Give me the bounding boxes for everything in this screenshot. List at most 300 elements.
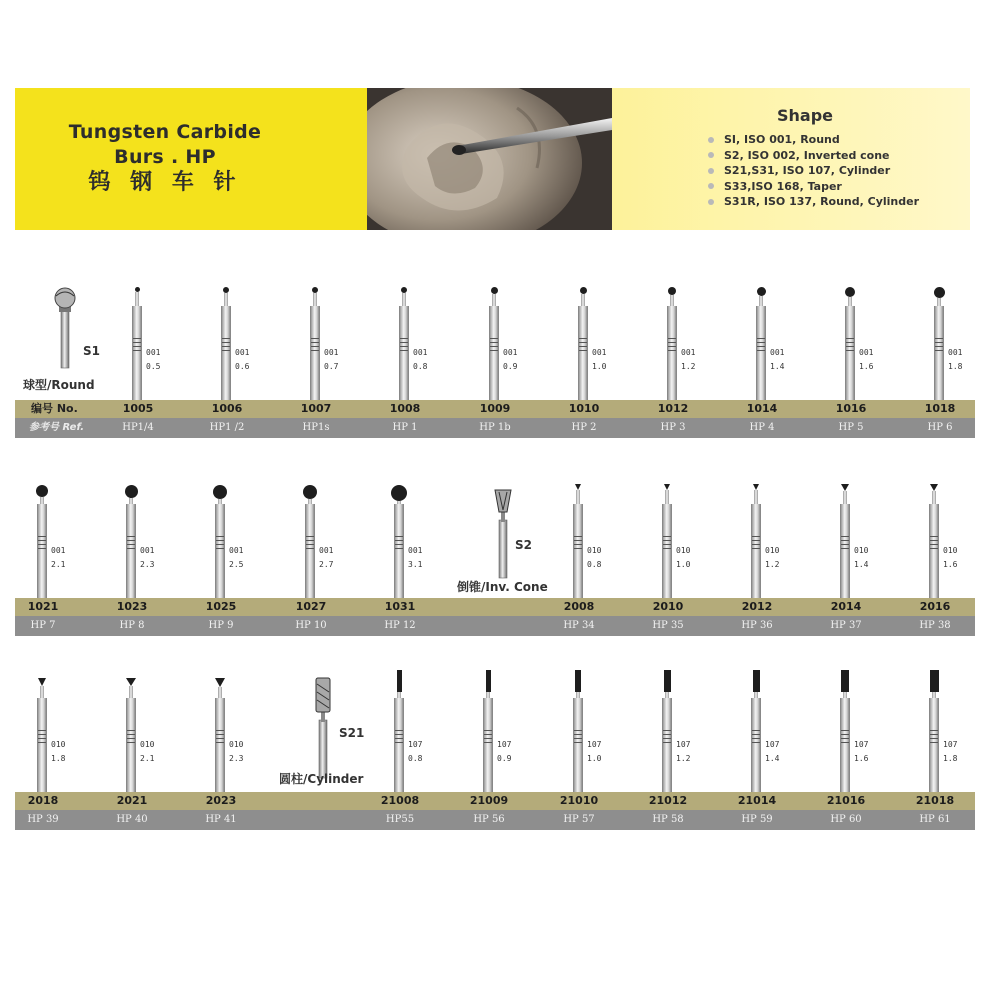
iso-code: 001: [408, 546, 423, 555]
shape-item: [708, 194, 919, 210]
bur-2023[interactable]: [201, 674, 244, 834]
bur-shank: [126, 698, 136, 792]
reference-number: HP 10: [295, 620, 327, 631]
bur-1012[interactable]: [653, 282, 696, 442]
bur-size: 2.1: [51, 560, 66, 569]
iso-code: 001: [146, 348, 161, 357]
shape-code-label: S21: [339, 726, 365, 740]
bur-neck: [848, 297, 852, 306]
product-number: 21008: [380, 794, 420, 807]
bur-shank: [934, 306, 944, 400]
number-header: 编号 No.: [31, 402, 78, 415]
bur-size: 0.8: [413, 362, 428, 371]
bur-shank: [126, 504, 136, 598]
reference-number: HP 4: [749, 422, 775, 433]
shank-grooves: [311, 338, 319, 354]
shape-item-text: SI, ISO 001, Round: [724, 133, 840, 147]
bur-size: 1.6: [943, 560, 958, 569]
product-number: 1012: [657, 402, 689, 415]
shank-grooves: [757, 338, 765, 354]
bur-spec-label: [681, 346, 695, 374]
reference-number: HP 9: [208, 620, 234, 631]
shank-grooves: [574, 536, 582, 552]
product-number: 2010: [652, 600, 684, 613]
bur-shank: [37, 698, 47, 792]
bur-head-round-icon: [125, 485, 138, 498]
reference-number: HP 5: [838, 422, 864, 433]
bur-shank: [132, 306, 142, 400]
iso-code: 107: [854, 740, 869, 749]
bur-neck: [843, 491, 847, 504]
bur-spec-label: [676, 544, 690, 572]
reference-number: HP 39: [27, 814, 59, 825]
iso-code: 010: [943, 546, 958, 555]
bur-spec-label: [146, 346, 160, 374]
bur-shank: [221, 306, 231, 400]
reference-number: HP 40: [116, 814, 148, 825]
shank-grooves: [395, 730, 403, 746]
shank-grooves: [38, 536, 46, 552]
shank-grooves: [841, 536, 849, 552]
reference-number: HP 59: [741, 814, 773, 825]
bur-row-inverted-cone: [15, 480, 975, 640]
shank-grooves: [930, 536, 938, 552]
bur-head-round-icon: [213, 485, 227, 499]
reference-number: HP 61: [919, 814, 951, 825]
bur-head-round-icon: [391, 485, 407, 501]
bur-shank: [215, 504, 225, 598]
iso-code: 001: [51, 546, 66, 555]
bur-size: 0.6: [235, 362, 250, 371]
shank-grooves: [222, 338, 230, 354]
bur-size: 2.7: [319, 560, 334, 569]
bur-spec-label: [587, 738, 601, 766]
iso-code: 107: [943, 740, 958, 749]
bur-head-cylinder-icon: [575, 670, 581, 692]
iso-code: 010: [587, 546, 602, 555]
iso-code: 001: [948, 348, 963, 357]
shape-item: [708, 148, 919, 164]
bur-head-inverted-cone-icon: [38, 678, 46, 686]
bur-shank: [756, 306, 766, 400]
bur-21018[interactable]: [915, 674, 958, 834]
bur-shank: [751, 504, 761, 598]
bur-shank: [662, 698, 672, 792]
tooth-photo: [367, 88, 612, 230]
bur-head-cylinder-icon: [664, 670, 671, 692]
reference-number: HP 38: [919, 620, 951, 631]
reference-header: 参考号 Ref.: [29, 422, 85, 433]
bur-neck: [313, 293, 317, 306]
bur-row-cylinder: [15, 674, 975, 834]
iso-code: 010: [854, 546, 869, 555]
shank-grooves: [752, 730, 760, 746]
shank-grooves: [216, 536, 224, 552]
bur-neck: [224, 293, 228, 306]
bur-size: 1.6: [854, 754, 869, 763]
iso-code: 001: [324, 348, 339, 357]
iso-code: 107: [408, 740, 423, 749]
product-number: 1016: [835, 402, 867, 415]
bur-spec-label: [770, 346, 784, 374]
reference-number: HP 12: [384, 620, 416, 631]
product-number: 1023: [116, 600, 148, 613]
bur-shank: [489, 306, 499, 400]
reference-number: HP1s: [302, 422, 330, 433]
shank-grooves: [752, 536, 760, 552]
bur-shank: [845, 306, 855, 400]
shank-grooves: [930, 730, 938, 746]
bur-shank: [662, 504, 672, 598]
bur-spec-label: [854, 738, 868, 766]
bur-1010[interactable]: [564, 282, 607, 442]
product-number: 1008: [389, 402, 421, 415]
feature-illustration-round: [15, 282, 135, 400]
bur-head-inverted-cone-icon: [215, 678, 225, 687]
product-number: 2008: [563, 600, 595, 613]
product-number: 1009: [479, 402, 511, 415]
shank-grooves: [579, 338, 587, 354]
bur-head-round-icon: [845, 287, 855, 297]
bur-head-cylinder-icon: [486, 670, 491, 692]
bur-spec-label: [324, 346, 338, 374]
bur-spec-label: [943, 738, 957, 766]
bur-shank: [840, 504, 850, 598]
reference-number: HP 8: [119, 620, 145, 631]
shape-item-text: S2, ISO 002, Inverted cone: [724, 148, 890, 162]
product-number: 2023: [205, 794, 237, 807]
product-number: 1014: [746, 402, 778, 415]
title-line-cn: 钨 钢 车 针: [88, 170, 242, 195]
bur-neck: [218, 687, 222, 698]
shank-grooves: [395, 536, 403, 552]
iso-code: 107: [676, 740, 691, 749]
bur-shank: [751, 698, 761, 792]
title-panel: [15, 88, 367, 230]
bur-shank: [578, 306, 588, 400]
bur-21008[interactable]: [380, 674, 423, 834]
iso-code: 001: [319, 546, 334, 555]
iso-code: 010: [51, 740, 66, 749]
shape-name-label: 球型/Round: [23, 378, 95, 392]
bur-size: 1.4: [765, 754, 780, 763]
bur-size: 1.2: [765, 560, 780, 569]
title-line-2: Burs . HP: [114, 146, 216, 168]
bur-spec-label: [765, 544, 779, 572]
bur-1009[interactable]: [475, 282, 518, 442]
reference-number: HP1/4: [122, 422, 154, 433]
bur-head-round-icon: [36, 485, 48, 497]
bur-head-cylinder-icon: [841, 670, 849, 692]
shank-grooves: [490, 338, 498, 354]
bur-neck: [581, 294, 585, 306]
shank-grooves: [663, 536, 671, 552]
iso-code: 001: [413, 348, 428, 357]
shape-item: [708, 163, 919, 179]
reference-number: HP 3: [660, 422, 686, 433]
bur-neck: [135, 292, 139, 306]
bur-neck: [754, 490, 758, 504]
bur-spec-label: [676, 738, 690, 766]
bur-spec-label: [408, 738, 422, 766]
shape-item: [708, 179, 919, 195]
bur-shank: [399, 306, 409, 400]
bur-2008[interactable]: [559, 480, 602, 640]
header-banner: [15, 88, 970, 230]
bur-2016[interactable]: [915, 480, 958, 640]
bur-21012[interactable]: [648, 674, 691, 834]
product-number: 1007: [300, 402, 332, 415]
bur-neck: [576, 490, 580, 504]
bur-shank: [215, 698, 225, 792]
bur-spec-label: [497, 738, 511, 766]
bur-size: 1.0: [676, 560, 691, 569]
title-line-1: Tungsten Carbide: [68, 121, 262, 143]
bur-size: 2.1: [140, 754, 155, 763]
iso-code: 001: [770, 348, 785, 357]
iso-code: 001: [235, 348, 250, 357]
shank-grooves: [306, 536, 314, 552]
bur-head-round-icon: [757, 287, 766, 296]
bur-neck: [40, 497, 44, 504]
iso-code: 001: [681, 348, 696, 357]
bur-2012[interactable]: [737, 480, 780, 640]
bur-size: 1.0: [587, 754, 602, 763]
bur-neck: [932, 491, 936, 504]
bur-1027[interactable]: [291, 480, 334, 640]
shank-grooves: [216, 730, 224, 746]
shape-name-label: 圆柱/Cylinder: [279, 772, 364, 786]
product-number: 1025: [205, 600, 237, 613]
bur-size: 1.4: [770, 362, 785, 371]
reference-number: HP 35: [652, 620, 684, 631]
bur-size: 1.8: [51, 754, 66, 763]
bur-2021[interactable]: [112, 674, 155, 834]
product-number: 2018: [27, 794, 59, 807]
iso-code: 107: [765, 740, 780, 749]
bur-head-cylinder-icon: [397, 670, 402, 692]
shape-list: [708, 132, 919, 210]
bur-size: 0.8: [408, 754, 423, 763]
bur-spec-label: [592, 346, 606, 374]
banner-title: [15, 120, 315, 195]
iso-code: 010: [229, 740, 244, 749]
bur-spec-label: [235, 346, 249, 374]
tooth-drilling-image: [367, 88, 612, 230]
reference-number: HP 2: [571, 422, 597, 433]
bur-shank: [305, 504, 315, 598]
shank-grooves: [841, 730, 849, 746]
bur-size: 1.4: [854, 560, 869, 569]
bur-2014[interactable]: [826, 480, 869, 640]
bur-shank: [573, 698, 583, 792]
product-number: 2014: [830, 600, 862, 613]
bur-21014[interactable]: [737, 674, 780, 834]
bur-neck: [937, 298, 941, 306]
bur-spec-label: [319, 544, 333, 572]
bur-cylinder-icon: [283, 674, 343, 784]
bur-spec-label: [859, 346, 873, 374]
reference-number: HP 1b: [479, 422, 511, 433]
product-number: 1010: [568, 402, 600, 415]
bur-neck: [40, 686, 44, 698]
bur-shank: [483, 698, 493, 792]
bur-size: 1.8: [943, 754, 958, 763]
iso-code: 001: [229, 546, 244, 555]
iso-code: 001: [592, 348, 607, 357]
bur-spec-label: [51, 544, 65, 572]
shank-grooves: [668, 338, 676, 354]
iso-code: 001: [859, 348, 874, 357]
bur-size: 0.8: [587, 560, 602, 569]
product-number: 21014: [737, 794, 777, 807]
product-number: 21016: [826, 794, 866, 807]
product-number: 2021: [116, 794, 148, 807]
bur-1021[interactable]: [23, 480, 66, 640]
bur-size: 0.7: [324, 362, 339, 371]
bur-shank: [37, 504, 47, 598]
bur-size: 1.8: [948, 362, 963, 371]
bur-1014[interactable]: [742, 282, 785, 442]
shank-grooves: [484, 730, 492, 746]
bur-size: 1.0: [592, 362, 607, 371]
bur-1016[interactable]: [831, 282, 874, 442]
shank-grooves: [133, 338, 141, 354]
product-number: 21009: [469, 794, 509, 807]
shank-grooves: [574, 730, 582, 746]
bur-1025[interactable]: [201, 480, 244, 640]
bur-1031[interactable]: [380, 480, 423, 640]
bur-size: 2.3: [229, 754, 244, 763]
bur-size: 1.2: [681, 362, 696, 371]
bur-shank: [573, 504, 583, 598]
product-number: 1018: [924, 402, 956, 415]
shank-grooves: [400, 338, 408, 354]
bur-1023[interactable]: [112, 480, 155, 640]
bur-shank: [929, 698, 939, 792]
bur-spec-label: [413, 346, 427, 374]
bur-spec-label: [587, 544, 601, 572]
bur-head-inverted-cone-icon: [930, 484, 938, 491]
bur-1005[interactable]: [118, 282, 161, 442]
bur-spec-label: [948, 346, 962, 374]
shank-grooves: [935, 338, 943, 354]
shape-item: [708, 132, 919, 148]
shank-grooves: [663, 730, 671, 746]
bur-head-round-icon: [668, 287, 676, 295]
bur-neck: [665, 490, 669, 504]
bur-size: 1.2: [676, 754, 691, 763]
reference-number: HP 58: [652, 814, 684, 825]
bur-size: 2.3: [140, 560, 155, 569]
iso-code: 107: [587, 740, 602, 749]
bullet-icon: [708, 137, 714, 143]
shape-item-text: S33,ISO 168, Taper: [724, 179, 842, 193]
bur-1008[interactable]: [385, 282, 428, 442]
iso-code: 001: [140, 546, 155, 555]
reference-number: HP 56: [473, 814, 505, 825]
product-number: 1005: [122, 402, 154, 415]
bur-size: 3.1: [408, 560, 423, 569]
bur-size: 0.9: [503, 362, 518, 371]
product-number: 21018: [915, 794, 955, 807]
product-number: 21010: [559, 794, 599, 807]
iso-code: 010: [140, 740, 155, 749]
reference-number: HP 60: [830, 814, 862, 825]
bur-21016[interactable]: [826, 674, 869, 834]
iso-code: 001: [503, 348, 518, 357]
shank-grooves: [127, 536, 135, 552]
bur-spec-label: [503, 346, 517, 374]
product-number: 1031: [384, 600, 416, 613]
bur-21010[interactable]: [559, 674, 602, 834]
reference-number: HP 34: [563, 620, 595, 631]
bur-spec-label: [943, 544, 957, 572]
bur-head-round-icon: [934, 287, 945, 298]
shape-item-text: S21,S31, ISO 107, Cylinder: [724, 164, 891, 178]
bur-head-round-icon: [303, 485, 317, 499]
bur-21009[interactable]: [469, 674, 512, 834]
bur-head-cylinder-icon: [753, 670, 760, 692]
bur-head-inverted-cone-icon: [841, 484, 849, 491]
bur-2018[interactable]: [23, 674, 66, 834]
reference-number: HP1 /2: [209, 422, 245, 433]
bur-shank: [394, 698, 404, 792]
bur-size: 2.5: [229, 560, 244, 569]
bur-neck: [129, 686, 133, 698]
reference-number: HP 6: [927, 422, 953, 433]
bur-shank: [667, 306, 677, 400]
bur-head-inverted-cone-icon: [126, 678, 136, 686]
bur-spec-label: [408, 544, 422, 572]
product-number: 1006: [211, 402, 243, 415]
reference-number: HP 37: [830, 620, 862, 631]
bur-neck: [670, 295, 674, 306]
bur-head-round-icon: [580, 287, 587, 294]
shape-item-text: S31R, ISO 137, Round, Cylinder: [724, 195, 920, 209]
bur-spec-label: [51, 738, 65, 766]
bur-1006[interactable]: [207, 282, 250, 442]
bullet-icon: [708, 152, 714, 158]
reference-number: HP 41: [205, 814, 237, 825]
product-number: 1027: [295, 600, 327, 613]
reference-number: HP 7: [30, 620, 56, 631]
shape-legend-panel: [612, 88, 970, 230]
bur-size: 0.9: [497, 754, 512, 763]
bur-head-round-icon: [491, 287, 498, 294]
bur-1007[interactable]: [296, 282, 339, 442]
bur-1018[interactable]: [920, 282, 963, 442]
shape-code-label: S2: [515, 538, 532, 552]
bur-head-cylinder-icon: [930, 670, 939, 692]
shape-title: Shape: [777, 106, 834, 125]
bur-spec-label: [140, 738, 154, 766]
reference-number: HP55: [385, 814, 415, 825]
bur-2010[interactable]: [648, 480, 691, 640]
bur-neck: [492, 294, 496, 306]
bullet-icon: [708, 199, 714, 205]
bur-neck: [402, 293, 406, 306]
bur-shank: [929, 504, 939, 598]
bur-shank: [840, 698, 850, 792]
shank-grooves: [846, 338, 854, 354]
shank-grooves: [127, 730, 135, 746]
product-number: 21012: [648, 794, 688, 807]
product-number: 1021: [27, 600, 59, 613]
reference-number: HP 36: [741, 620, 773, 631]
iso-code: 010: [676, 546, 691, 555]
bullet-icon: [708, 168, 714, 174]
